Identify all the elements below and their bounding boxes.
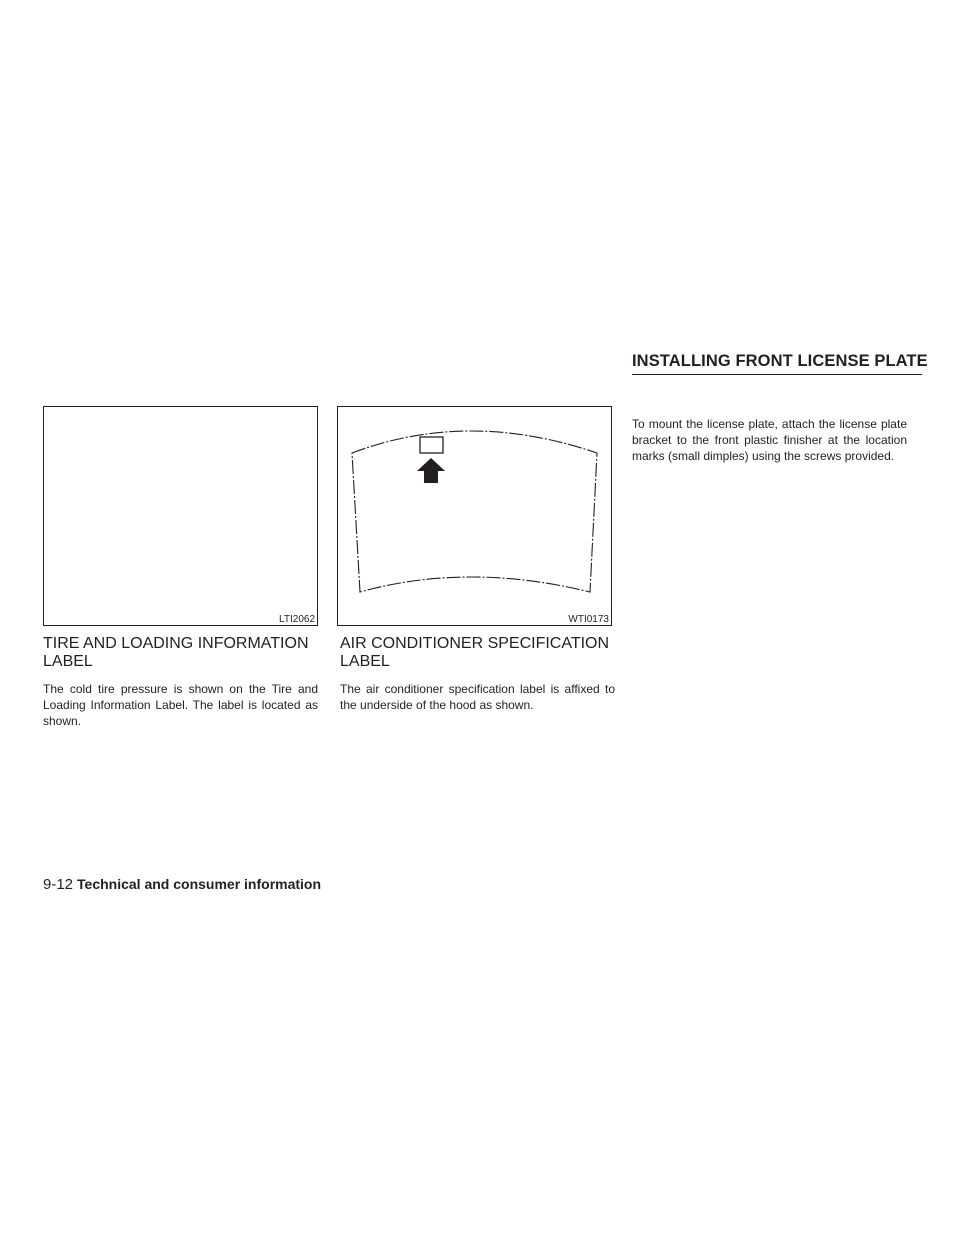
page-footer xyxy=(43,876,321,893)
figure-code: WTI0173 xyxy=(565,613,611,625)
arrow-up-icon xyxy=(417,458,445,483)
section-body-ac-label: The air conditioner specification label is affixed to the underside of the hood as shown. xyxy=(340,682,615,712)
section-title-ac-label: AIR CONDITIONER SPECIFICATION LABEL xyxy=(340,635,610,670)
figure-code: LTI2062 xyxy=(276,613,317,625)
chapter-title: Technical and consumer information xyxy=(77,876,322,892)
figure-tire-label xyxy=(43,406,318,626)
hood-diagram xyxy=(338,407,611,625)
section-body-tire-loading: The cold tire pressure is shown on the Tire and Loading Information Label. The label is located as shown. xyxy=(43,682,318,728)
heading-rule xyxy=(632,374,922,375)
page-number: 9-12 xyxy=(43,876,74,893)
hood-outline xyxy=(352,431,597,592)
section-title-tire-loading: TIRE AND LOADING INFORMATION LABEL xyxy=(43,635,309,670)
label-location-box xyxy=(420,437,443,453)
section-heading-license-plate: INSTALLING FRONT LICENSE PLATE xyxy=(632,352,928,370)
figure-hood-label xyxy=(337,406,612,626)
section-body-license-plate: To mount the license plate, attach the license plate bracket to the front plastic finisher at the location marks (small dimples) using the screws provided. xyxy=(632,417,907,463)
